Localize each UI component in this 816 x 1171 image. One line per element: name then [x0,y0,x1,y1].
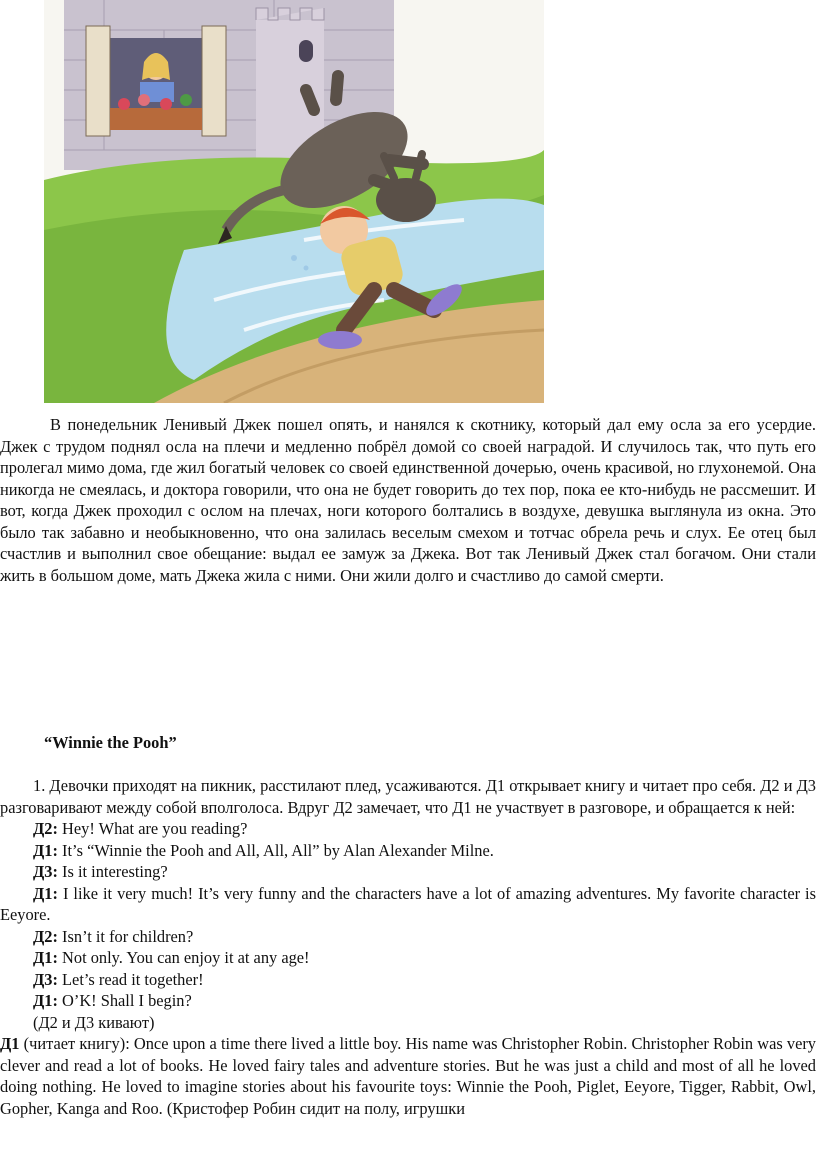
illustration-jack-carrying-donkey [44,0,544,403]
line-text: It’s “Winnie the Pooh and All, All, All” by Alan Alexander Milne. [57,840,494,860]
line-text: O’K! Shall I begin? [57,991,192,1010]
speaker-label: Д1: [33,840,58,860]
dialog-line [0,947,816,969]
line-text: I like it very much! It’s very funny and the characters have a lot of amazing adventures. My favorite character is Eeyore. [0,883,816,924]
speaker-label: Д2: [33,819,58,838]
dialog-line [0,840,816,862]
dialog-line [0,969,816,991]
reading-paragraph [0,1033,816,1119]
dialog-line [0,861,816,883]
scene-title: “Winnie the Pooh” [44,733,177,752]
speaker-label: Д3: [33,969,58,989]
dialog-line [0,883,816,926]
story-illustration [44,0,544,403]
dialog-line [0,818,816,840]
speaker-label: Д1: [33,883,58,903]
dialog-line [0,926,816,948]
stage-remark: (Д2 и Д3 кивают) [33,1012,155,1032]
dialog-section [0,775,816,1119]
dialog-line [0,990,816,1012]
story-text [0,414,816,586]
line-text: Isn’t it for children? [57,926,194,946]
story-paragraph: В понедельник Ленивый Джек пошел опять, и нанялся к скотнику, который дал ему осла за его усердие. Джек с трудом поднял осла на плечи и медленно побрёл домой со своей наградой. И случилось так, что путь его пролегал мимо дома, где жил богатый человек со своей единственной дочерью, очень красивой, но глухонемой. Она никогда не смеялась, и доктора говорили, что она не будет говорить до тех пор, пока ее кто-нибудь не рассмешит. И вот, когда Джек проходил с ослом на плечах, ноги которого болтались в воздухе, девушка выглянула из окна. Это было так забавно и необыкновенно, что она залилась веселым смехом и тотчас обрела речь и слух. Ее отец был счастлив и выполнил свое обещание: выдал ее замуж за Джека. Вот так Ленивый Джек стал богачом. Они стали жить в большом доме, мать Джека жила с ними. Они жили долго и счастливо до самой смерти. [0,415,816,585]
line-text: Let’s read it together! [57,969,204,989]
speaker-label: Д1 [0,1034,20,1053]
line-text: Not only. You can enjoy it at any age! [57,948,310,967]
speaker-label: Д3: [33,862,58,881]
line-text: Is it interesting? [57,862,168,881]
speaker-label: Д1: [33,991,58,1010]
reading-text: (читает книгу): Once upon a time there lived a little boy. His name was Christopher Robin. Christopher Robin was very clever and read a lot of books. He loved fairy tales and adventure stories. But he was just a child and most of all he loved doing nothing. He loved to imagine stories about his favourite toys: Winnie the Pooh, Piglet, Eeyore, Tigger, Rabbit, Owl, Gopher, Kanga and Roo. (Кристофер Робин сидит на полу, игрушки [0,1034,816,1118]
scene-intro: 1. Девочки приходят на пикник, расстилают плед, усаживаются. Д1 открывает книгу и читает про себя. Д2 и Д3 разговаривают между собой вполголоса. Вдруг Д2 замечает, что Д1 не участвует в разговоре, и обращается к ней: [0,776,816,817]
line-text: Hey! What are you reading? [57,819,248,838]
speaker-label: Д1: [33,948,58,967]
speaker-label: Д2: [33,926,58,946]
